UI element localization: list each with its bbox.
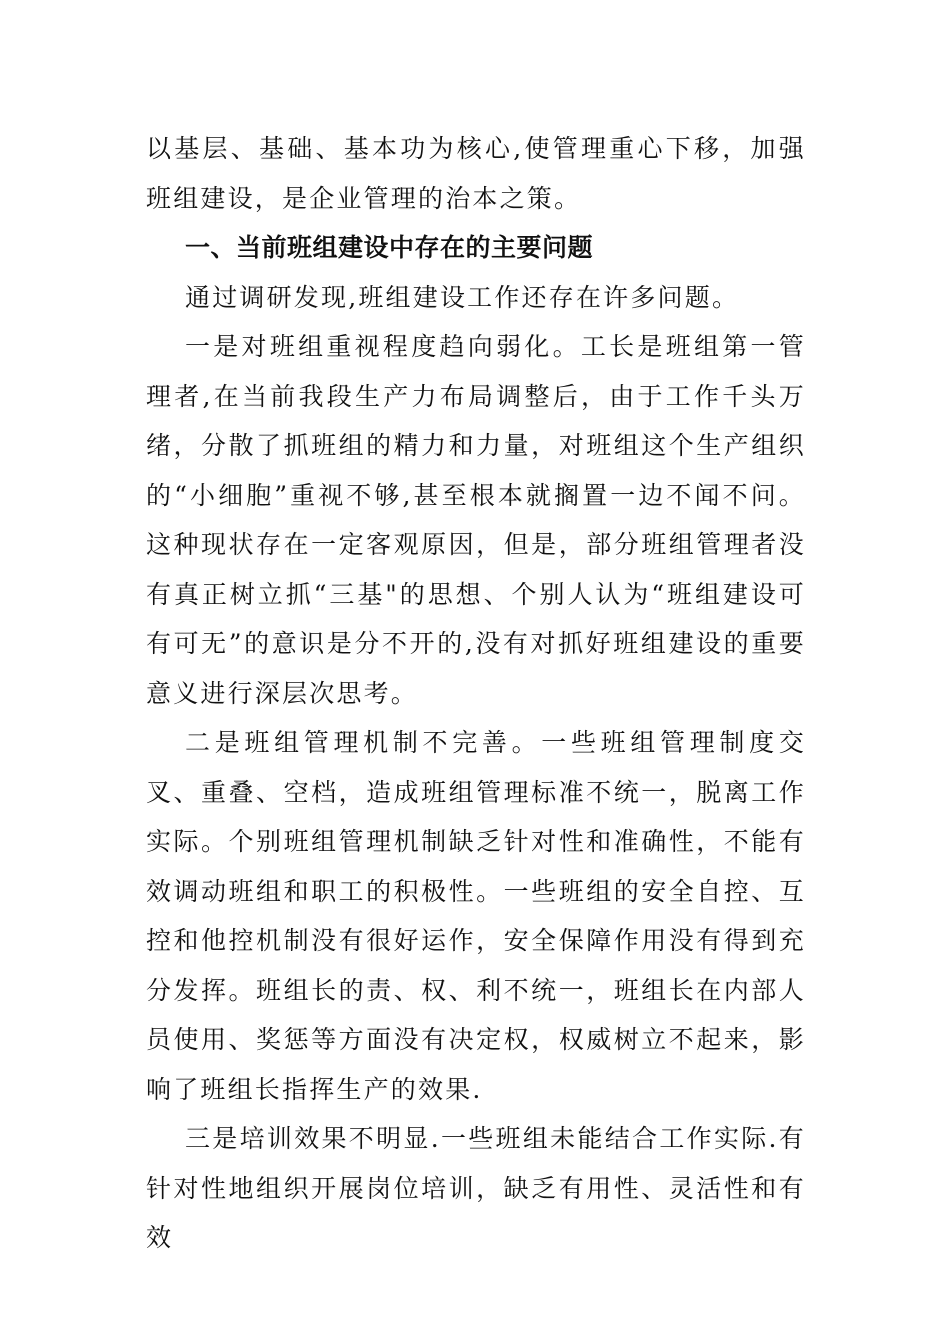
paragraph-problem-one: 一是对班组重视程度趋向弱化。工长是班组第一管理者,在当前我段生产力布局调整后，由于工作千头万绪，分散了抓班组的精力和力量，对班组这个生产组织的“小细胞”重视不够,甚至根本就搁置一边不闻不问。这种现状存在一定客观原因，但是，部分班组管理者没有真正树立抓“三基"的思想、个别人认为“班组建设可有可无”的意识是分不开的,没有对抓好班组建设的重要意义进行深层次思考。 xyxy=(146,332,806,708)
paragraph-intro: 以基层、基础、基本功为核心,使管理重心下移，加强班组建设，是企业管理的治本之策。 xyxy=(146,134,806,213)
section-heading: 一、当前班组建设中存在的主要问题 xyxy=(185,233,594,262)
paragraph-problem-three: 三是培训效果不明显.一些班组未能结合工作实际.有针对性地组织开展岗位培训，缺乏有用性、灵活性和有效 xyxy=(146,1124,806,1252)
paragraph-survey: 通过调研发现,班组建设工作还存在许多问题。 xyxy=(185,282,740,312)
paragraph-problem-two: 二是班组管理机制不完善。一些班组管理制度交叉、重叠、空档，造成班组管理标准不统一，脱离工作实际。个别班组管理机制缺乏针对性和准确性，不能有效调动班组和职工的积极性。一些班组的安全自控、互控和他控机制没有很好运作，安全保障作用没有得到充分发挥。班组长的责、权、利不统一，班组长在内部人员使用、奖惩等方面没有决定权，权威树立不起来，影响了班组长指挥生产的效果. xyxy=(146,728,806,1104)
document-body xyxy=(146,124,806,1263)
